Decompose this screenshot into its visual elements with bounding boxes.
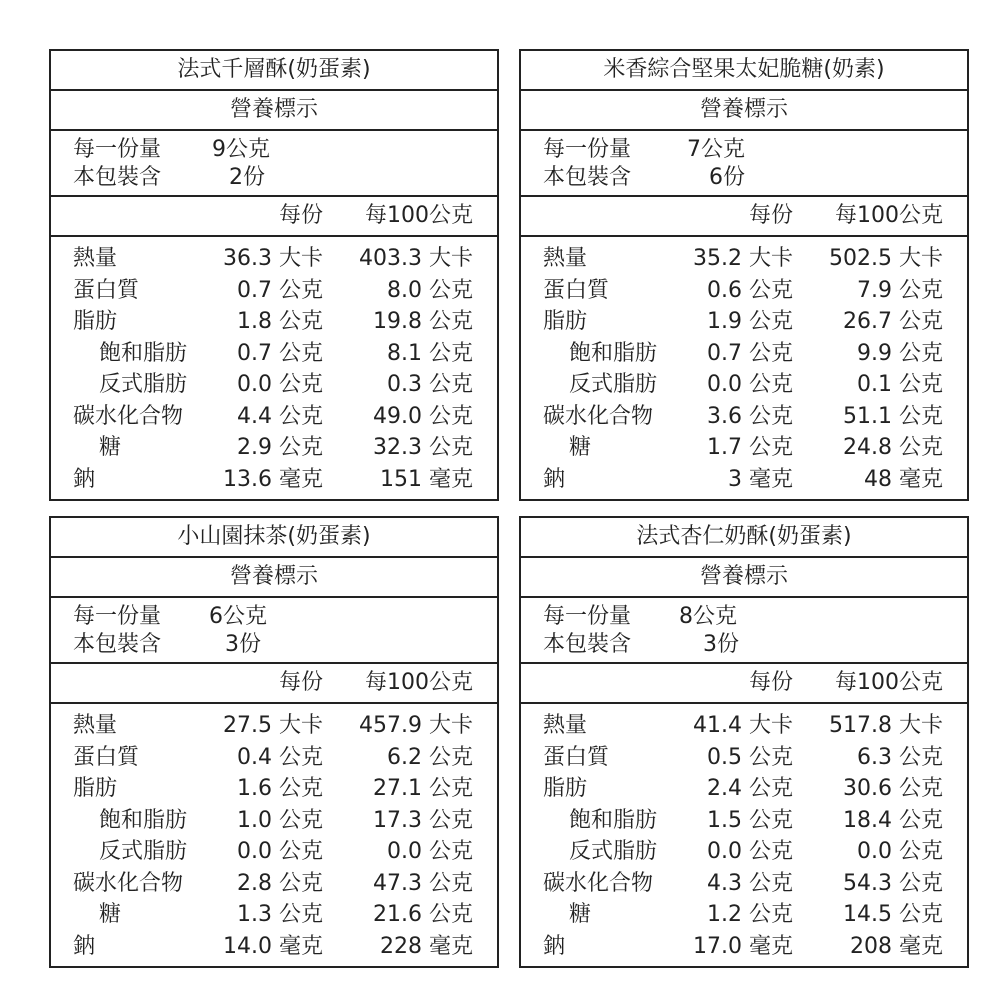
- nutrient-row-fat: [521, 306, 967, 338]
- serving-size-value: 7公克: [687, 137, 745, 162]
- nutrient-rows: [51, 704, 497, 966]
- nutrient-label: 糖: [99, 435, 122, 460]
- per-serving-value: 1.5 公克: [707, 807, 793, 833]
- nutrient-label: 反式脂肪: [569, 372, 658, 397]
- per-100g-value: 208 毫克: [850, 933, 943, 959]
- nutrient-row-trans-fat: [521, 836, 967, 868]
- per-100g-value: 6.2 公克: [387, 744, 473, 770]
- servings-per-package-value: 6份: [709, 165, 745, 190]
- nutrient-label: 碳水化合物: [543, 403, 654, 429]
- nutrient-label: 脂肪: [73, 309, 118, 334]
- per-serving-value: 2.8 公克: [237, 870, 323, 896]
- per-serving-value: 1.7 公克: [707, 435, 793, 460]
- per-100g-value: 8.1 公克: [387, 340, 473, 366]
- per-100g-value: 0.0 公克: [857, 839, 943, 864]
- per-100g-value: 228 毫克: [380, 933, 473, 959]
- servings-per-package-row: [543, 631, 967, 659]
- serving-size-value: 8公克: [679, 604, 737, 629]
- nutrient-row-sugar: [51, 432, 497, 464]
- nutrient-label: 飽和脂肪: [569, 340, 658, 366]
- per-serving-value: 4.4 公克: [237, 403, 323, 429]
- per-serving-value: 27.5 大卡: [223, 713, 323, 738]
- per-serving-value: 0.7 公克: [237, 340, 323, 366]
- nutrition-label-heading: 營養標示: [521, 558, 967, 598]
- nutrient-row-carbohydrate: [51, 401, 497, 433]
- column-header: [521, 664, 967, 704]
- product-title: 法式千層酥(奶蛋素): [51, 51, 497, 91]
- servings-per-package-label: 本包裝含: [73, 165, 162, 190]
- serving-size-row: [73, 603, 497, 631]
- per-100g-value: 7.9 公克: [857, 277, 943, 303]
- nutrient-row-protein: [51, 742, 497, 774]
- serving-size-row: [73, 136, 497, 164]
- per-100g-value: 0.0 公克: [387, 839, 473, 864]
- nutrient-label: 熱量: [543, 246, 588, 271]
- nutrition-label-heading: 營養標示: [51, 91, 497, 131]
- col-per-serving: 每份: [278, 203, 323, 228]
- nutrient-label: 脂肪: [543, 776, 588, 801]
- servings-per-package-row: [73, 631, 497, 659]
- per-100g-value: 502.5 大卡: [829, 246, 943, 271]
- nutrient-label: 蛋白質: [543, 744, 610, 770]
- col-per-100g: 每100公克: [365, 203, 473, 228]
- servings-per-package-label: 本包裝含: [543, 632, 632, 657]
- per-100g-value: 17.3 公克: [373, 807, 473, 833]
- nutrient-row-trans-fat: [51, 836, 497, 868]
- col-per-serving: 每份: [748, 670, 793, 695]
- nutrient-row-sodium: [521, 464, 967, 496]
- nutrient-label: 脂肪: [543, 309, 588, 334]
- nutrient-row-protein: [521, 742, 967, 774]
- nutrient-rows: [521, 704, 967, 966]
- per-100g-value: 21.6 公克: [373, 902, 473, 927]
- per-serving-value: 0.6 公克: [707, 277, 793, 303]
- per-100g-value: 48 毫克: [864, 466, 943, 492]
- per-serving-value: 3 毫克: [728, 466, 793, 492]
- serving-info: [521, 131, 967, 197]
- nutrient-row-protein: [51, 275, 497, 307]
- nutrient-label: 反式脂肪: [99, 839, 188, 864]
- per-serving-value: 1.3 公克: [237, 902, 323, 927]
- servings-per-package-label: 本包裝含: [73, 632, 162, 657]
- per-serving-value: 1.2 公克: [707, 902, 793, 927]
- nutrient-label: 糖: [569, 435, 592, 460]
- per-100g-value: 27.1 公克: [373, 776, 473, 801]
- col-per-100g: 每100公克: [835, 670, 943, 695]
- nutrient-label: 碳水化合物: [73, 870, 184, 896]
- nutrient-label: 糖: [99, 902, 122, 927]
- per-serving-value: 4.3 公克: [707, 870, 793, 896]
- nutrient-label: 熱量: [73, 713, 118, 738]
- nutrient-row-carbohydrate: [521, 401, 967, 433]
- nutrition-panel-matcha: [49, 516, 499, 968]
- nutrient-row-saturated-fat: [521, 338, 967, 370]
- per-serving-value: 0.5 公克: [707, 744, 793, 770]
- per-100g-value: 8.0 公克: [387, 277, 473, 303]
- nutrient-row-sodium: [521, 931, 967, 963]
- nutrient-label: 蛋白質: [73, 277, 140, 303]
- nutrient-row-sodium: [51, 464, 497, 496]
- per-serving-value: 1.9 公克: [707, 309, 793, 334]
- per-100g-value: 47.3 公克: [373, 870, 473, 896]
- product-title: 法式杏仁奶酥(奶蛋素): [521, 518, 967, 558]
- per-serving-value: 14.0 毫克: [223, 933, 323, 959]
- serving-size-label: 每一份量: [543, 604, 632, 629]
- nutrient-row-sugar: [521, 899, 967, 931]
- serving-size-value: 6公克: [209, 604, 267, 629]
- per-serving-value: 0.0 公克: [237, 839, 323, 864]
- nutrient-row-energy: [51, 710, 497, 742]
- per-100g-value: 151 毫克: [380, 466, 473, 492]
- per-100g-value: 49.0 公克: [373, 403, 473, 429]
- per-100g-value: 403.3 大卡: [359, 246, 473, 271]
- nutrient-row-sugar: [51, 899, 497, 931]
- servings-per-package-value: 3份: [703, 632, 739, 657]
- col-per-100g: 每100公克: [365, 670, 473, 695]
- nutrient-label: 糖: [569, 902, 592, 927]
- serving-info: [51, 598, 497, 664]
- nutrition-panel-mille-feuille: [49, 49, 499, 501]
- nutrient-label: 鈉: [543, 466, 566, 492]
- per-serving-value: 13.6 毫克: [223, 466, 323, 492]
- per-serving-value: 36.3 大卡: [223, 246, 323, 271]
- per-100g-value: 26.7 公克: [843, 309, 943, 334]
- per-100g-value: 18.4 公克: [843, 807, 943, 833]
- nutrient-row-energy: [51, 243, 497, 275]
- nutrient-label: 碳水化合物: [543, 870, 654, 896]
- nutrient-label: 反式脂肪: [569, 839, 658, 864]
- per-serving-value: 1.0 公克: [237, 807, 323, 833]
- nutrient-label: 脂肪: [73, 776, 118, 801]
- servings-per-package-row: [73, 164, 497, 192]
- per-100g-value: 6.3 公克: [857, 744, 943, 770]
- per-serving-value: 17.0 毫克: [693, 933, 793, 959]
- nutrient-row-carbohydrate: [51, 868, 497, 900]
- per-serving-value: 0.0 公克: [707, 372, 793, 397]
- nutrient-row-trans-fat: [521, 369, 967, 401]
- servings-per-package-value: 3份: [225, 632, 261, 657]
- serving-size-label: 每一份量: [73, 604, 162, 629]
- nutrient-label: 碳水化合物: [73, 403, 184, 429]
- serving-size-row: [543, 603, 967, 631]
- nutrient-label: 反式脂肪: [99, 372, 188, 397]
- per-100g-value: 457.9 大卡: [359, 713, 473, 738]
- nutrient-row-sodium: [51, 931, 497, 963]
- col-per-serving: 每份: [748, 203, 793, 228]
- nutrient-label: 熱量: [543, 713, 588, 738]
- servings-per-package-label: 本包裝含: [543, 165, 632, 190]
- nutrient-row-energy: [521, 710, 967, 742]
- serving-size-row: [543, 136, 967, 164]
- per-serving-value: 2.9 公克: [237, 435, 323, 460]
- nutrient-row-trans-fat: [51, 369, 497, 401]
- per-serving-value: 35.2 大卡: [693, 246, 793, 271]
- per-100g-value: 0.3 公克: [387, 372, 473, 397]
- per-100g-value: 9.9 公克: [857, 340, 943, 366]
- per-serving-value: 1.6 公克: [237, 776, 323, 801]
- nutrition-panel-nut-toffee: [519, 49, 969, 501]
- product-title: 小山園抹茶(奶蛋素): [51, 518, 497, 558]
- servings-per-package-value: 2份: [229, 165, 265, 190]
- column-header: [51, 197, 497, 237]
- col-per-100g: 每100公克: [835, 203, 943, 228]
- nutrient-row-protein: [521, 275, 967, 307]
- nutrient-row-fat: [521, 773, 967, 805]
- per-100g-value: 19.8 公克: [373, 309, 473, 334]
- nutrient-row-saturated-fat: [51, 805, 497, 837]
- nutrient-row-saturated-fat: [51, 338, 497, 370]
- per-serving-value: 0.0 公克: [707, 839, 793, 864]
- product-title: 米香綜合堅果太妃脆糖(奶素): [521, 51, 967, 91]
- per-serving-value: 41.4 大卡: [693, 713, 793, 738]
- nutrient-row-fat: [51, 773, 497, 805]
- nutrient-row-saturated-fat: [521, 805, 967, 837]
- nutrient-label: 飽和脂肪: [99, 807, 188, 833]
- nutrient-rows: [521, 237, 967, 499]
- per-serving-value: 0.7 公克: [707, 340, 793, 366]
- nutrition-label-heading: 營養標示: [521, 91, 967, 131]
- nutrient-label: 蛋白質: [543, 277, 610, 303]
- per-100g-value: 14.5 公克: [843, 902, 943, 927]
- nutrient-row-sugar: [521, 432, 967, 464]
- nutrition-panel-almond-crisp: [519, 516, 969, 968]
- serving-info: [521, 598, 967, 664]
- nutrient-label: 鈉: [73, 466, 96, 492]
- nutrient-label: 蛋白質: [73, 744, 140, 770]
- serving-size-value: 9公克: [212, 137, 270, 162]
- per-100g-value: 30.6 公克: [843, 776, 943, 801]
- per-100g-value: 0.1 公克: [857, 372, 943, 397]
- serving-size-label: 每一份量: [73, 137, 162, 162]
- per-serving-value: 0.4 公克: [237, 744, 323, 770]
- per-serving-value: 0.0 公克: [237, 372, 323, 397]
- nutrient-label: 飽和脂肪: [99, 340, 188, 366]
- nutrient-row-carbohydrate: [521, 868, 967, 900]
- nutrient-label: 飽和脂肪: [569, 807, 658, 833]
- per-serving-value: 0.7 公克: [237, 277, 323, 303]
- servings-per-package-row: [543, 164, 967, 192]
- per-serving-value: 2.4 公克: [707, 776, 793, 801]
- per-100g-value: 54.3 公克: [843, 870, 943, 896]
- per-serving-value: 3.6 公克: [707, 403, 793, 429]
- per-100g-value: 51.1 公克: [843, 403, 943, 429]
- nutrient-label: 熱量: [73, 246, 118, 271]
- per-100g-value: 32.3 公克: [373, 435, 473, 460]
- serving-size-label: 每一份量: [543, 137, 632, 162]
- column-header: [51, 664, 497, 704]
- col-per-serving: 每份: [278, 670, 323, 695]
- nutrition-label-heading: 營養標示: [51, 558, 497, 598]
- nutrient-rows: [51, 237, 497, 499]
- per-serving-value: 1.8 公克: [237, 309, 323, 334]
- nutrient-row-fat: [51, 306, 497, 338]
- nutrient-row-energy: [521, 243, 967, 275]
- nutrient-label: 鈉: [73, 933, 96, 959]
- column-header: [521, 197, 967, 237]
- nutrient-label: 鈉: [543, 933, 566, 959]
- per-100g-value: 517.8 大卡: [829, 713, 943, 738]
- per-100g-value: 24.8 公克: [843, 435, 943, 460]
- serving-info: [51, 131, 497, 197]
